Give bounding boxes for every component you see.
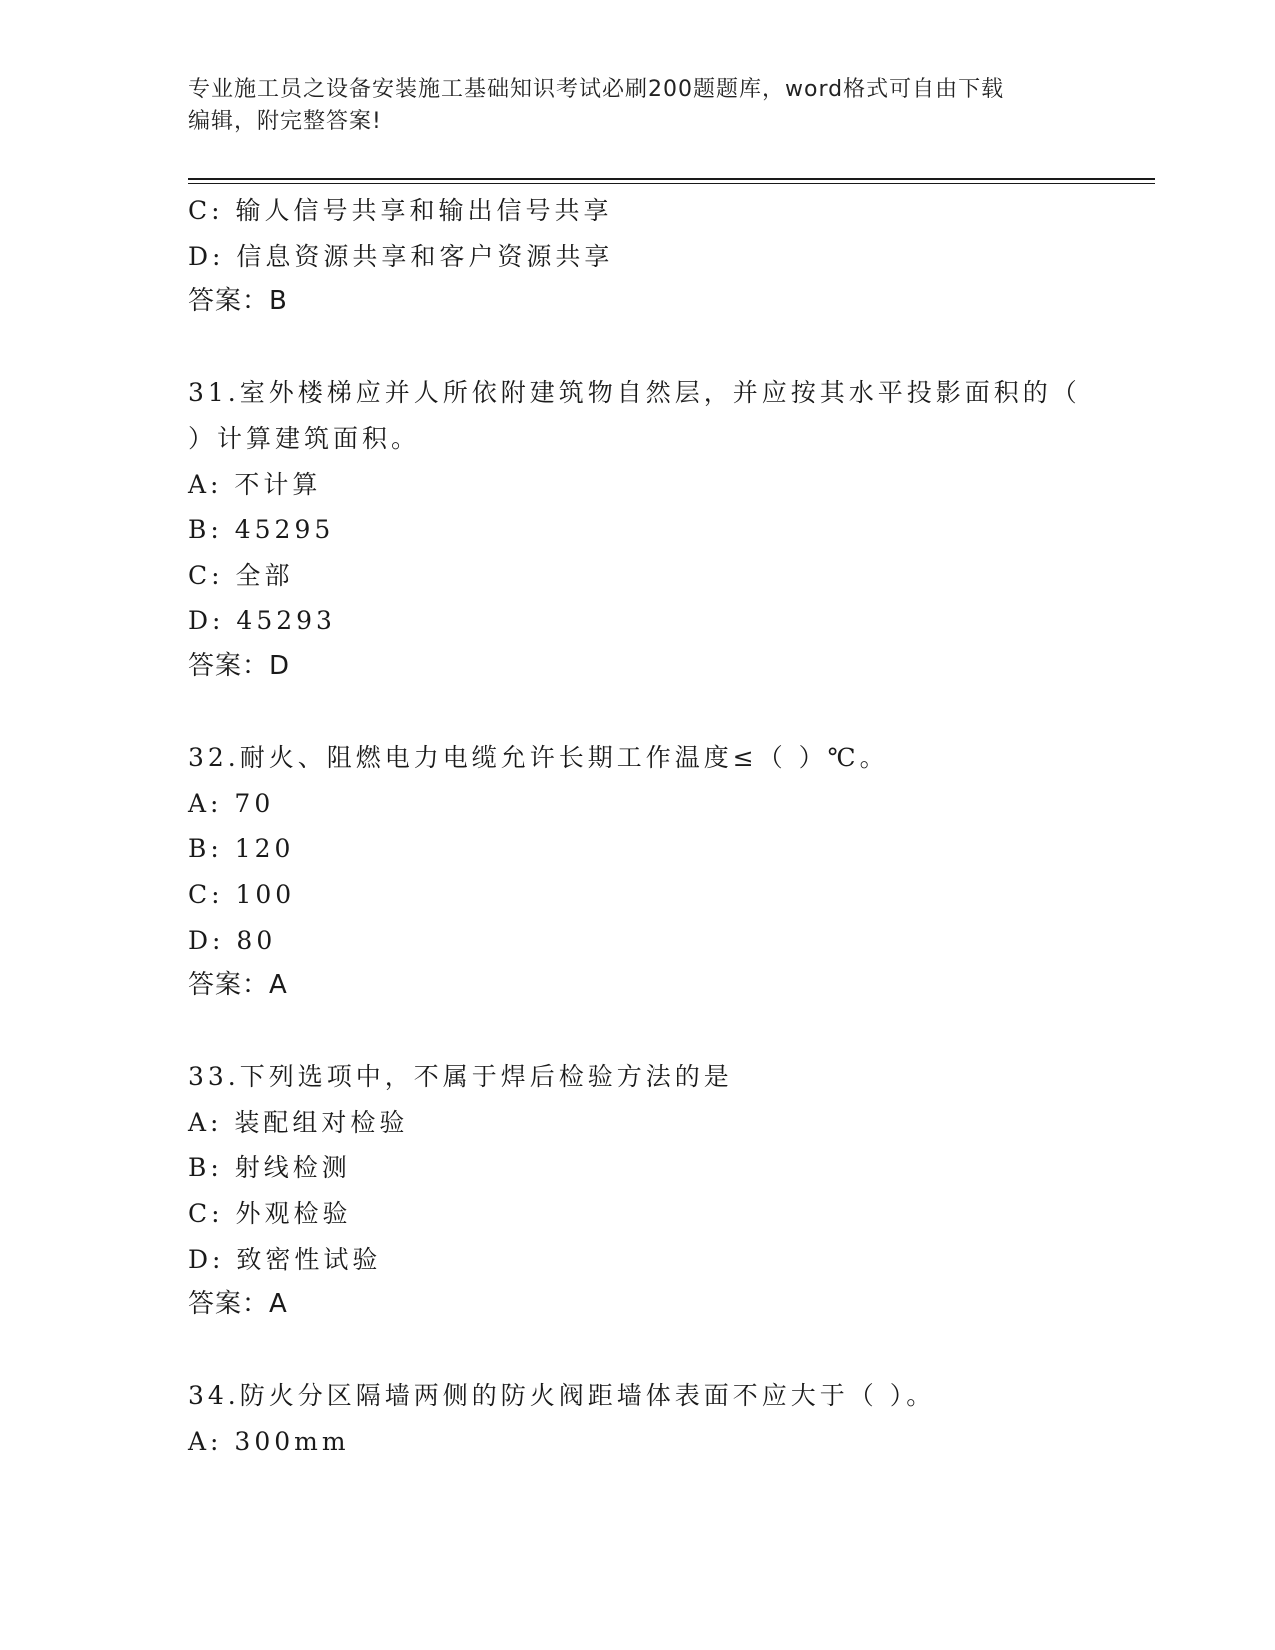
q31-stem-line-1: 31.室外楼梯应并人所依附建筑物自然层，并应按其水平投影面积的（ <box>188 378 1081 408</box>
header-line-2: 编辑，附完整答案! <box>188 109 382 134</box>
q33-option-d: D: 致密性试验 <box>188 1244 382 1274</box>
header-rule-thin <box>188 183 1155 184</box>
q31-option-d: D: 45293 <box>188 606 336 636</box>
question-list <box>188 188 1108 1465</box>
q34-option-a: A: 300mm <box>188 1427 350 1457</box>
q31-option-b: B: 45295 <box>188 515 335 545</box>
spacer <box>188 1328 1108 1374</box>
spacer <box>188 1009 1108 1055</box>
q33-option-a: A: 装配组对检验 <box>188 1107 409 1137</box>
q34-stem: 34.防火分区隔墙两侧的防火阀距墙体表面不应大于（ ）。 <box>188 1381 936 1411</box>
q32-stem: 32.耐火、阻燃电力电缆允许长期工作温度≤（ ）℃。 <box>188 743 889 773</box>
q30-option-c: C: 输人信号共享和输出信号共享 <box>188 196 613 225</box>
header-rule-thick <box>188 178 1155 180</box>
q33-option-b: B: 射线检测 <box>188 1153 351 1183</box>
q30-answer: 答案：B <box>188 286 288 317</box>
q32-option-c: C: 100 <box>188 879 296 909</box>
q33-stem: 33.下列选项中，不属于焊后检验方法的是 <box>188 1062 733 1092</box>
spacer <box>188 325 1108 371</box>
q31-option-c: C: 全部 <box>188 560 294 590</box>
q32-option-a: A: 70 <box>188 788 275 818</box>
q32-option-b: B: 120 <box>188 834 295 864</box>
q33-answer: 答案：A <box>188 1289 288 1320</box>
document-header <box>188 74 1088 138</box>
q30-option-d: D: 信息资源共享和客户资源共享 <box>188 241 614 271</box>
q32-answer: 答案：A <box>188 970 288 1001</box>
spacer <box>188 690 1108 736</box>
q32-option-d: D: 80 <box>188 925 277 955</box>
header-line-1: 专业施工员之设备安装施工基础知识考试必刷200题题库，word格式可自由下载 <box>188 77 1005 102</box>
q31-option-a: A: 不计算 <box>188 469 322 499</box>
q31-answer: 答案：D <box>188 650 291 681</box>
q31-stem-line-2: ）计算建筑面积。 <box>188 423 421 453</box>
q33-option-c: C: 外观检验 <box>188 1199 352 1229</box>
